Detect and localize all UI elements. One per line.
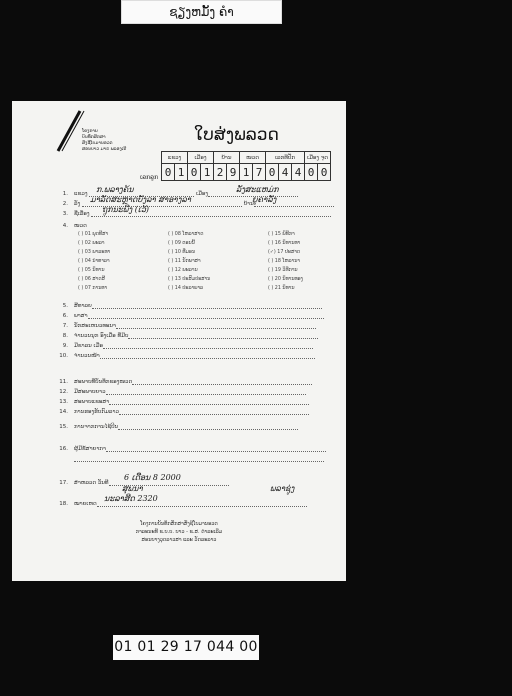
field-row-7: 7. ນັກສະເຫນວທະນາ: [54, 322, 316, 329]
field-row-12: 12. ມີສະພາບຍາວ: [54, 388, 306, 395]
option-item: ( ) 21 ນິທານ: [268, 286, 295, 291]
footer-line: ສອນບາງວຸດລາວສາ ແລະ ວັດລະລາວ: [141, 537, 217, 543]
option-item: ( ) 12 ພະລານ: [168, 268, 198, 273]
field-value: ລັງສະແຫມ່ກ: [236, 185, 279, 194]
option-item: ( ) 13 ປະສົມປະສານ: [168, 277, 211, 282]
field-row-9: 9. ມີຂາລນ ເມື່ອ: [54, 342, 313, 349]
option-item: ( ) 05 ນິທານ: [78, 268, 105, 273]
code-table: [161, 151, 331, 181]
field-value: ຍູຄາລັງ: [252, 195, 277, 204]
field-row-5: 5. ສີທາລຍ: [54, 302, 322, 309]
option-item: ( ) 20 ນິທານທອງ: [268, 277, 303, 282]
field-row-4: 4. ໜວດ: [62, 223, 87, 229]
code-header: ເລກທີປັກ: [266, 152, 305, 164]
code-digit: 1: [240, 164, 253, 181]
code-digit: 7: [253, 164, 266, 181]
code-digit: 9: [227, 164, 240, 181]
code-header: ເມືອງ ຈຸດ: [305, 152, 331, 164]
code-digit: 2: [214, 164, 227, 181]
field-row-1: 1. ແຂວງ ເມືອງ: [54, 190, 298, 197]
code-digit: 1: [175, 164, 188, 181]
option-item: ( ) 02 ພະລາ: [78, 241, 105, 246]
option-item: ( ) 18 ໂຫລານາ: [268, 259, 301, 264]
field-row-14: 14. ການຮອງຮັບກົມລາວ: [54, 408, 309, 415]
option-item: ( ) 04 ນຳທາລາ: [78, 259, 110, 264]
field-row-3: 3. ຊື່ເລື່ອງ: [54, 210, 331, 217]
option-item: ( ) 06 ສາດສີ: [78, 277, 105, 282]
code-digit: 0: [305, 164, 318, 181]
code-digit: 0: [162, 164, 175, 181]
option-item: ( ) 01 ພຸດທີສາ: [78, 232, 109, 237]
footer-line: ກາລະນະທີ ຂ.ບ.ບ. ບາວ - ຂ.ສ. ດຳລະເລີມ: [135, 529, 223, 535]
option-item: ( ) 07 ການທາ: [78, 286, 108, 291]
code-digit: 0: [188, 164, 201, 181]
option-item: ( ) 10 ທີ່ມອນ: [168, 250, 196, 255]
footer-line: ໂຄງການບັນທຶກສັກສາສັງຊີໂບມານອວດ: [140, 521, 218, 527]
checker-signature: ພລາຊູ່ງ: [270, 484, 295, 493]
field-row-15: 15. ການຈາກການໄຊ້ປິນ: [54, 423, 298, 430]
field-row-17: 17. ສຳຫລວດ ວັນທີ: [54, 479, 229, 486]
field-value: 6 ເດືອນ 8 2000: [124, 473, 181, 482]
field-row-18: 18. ໝາຍເຫດ: [54, 500, 307, 507]
option-item: ( ) 11 ນັກພາສາ: [168, 259, 201, 264]
code-label: ເລກລູກ: [140, 174, 159, 181]
field-row-10: 10. ຈຳນວນໜ້າ: [54, 352, 315, 359]
option-item: ( ) 03 ພາລະທາ: [78, 250, 111, 255]
field-row-13: 13. ສະພາບແຂະສາ: [54, 398, 309, 405]
code-header: ບ້ານ: [214, 152, 240, 164]
option-item: ( ) 09 ຕອນນີ້: [168, 241, 195, 246]
field-row-11: 11. ສະພາບທີ່ບັນທຶກຂອງໜວດ: [54, 378, 312, 385]
option-item: ( ) 14 ປະລາພາລ: [168, 286, 204, 291]
code-digit: 4: [279, 164, 292, 181]
code-digit: 0: [266, 164, 279, 181]
form-title: ໃບສ່ງພລວດ: [194, 125, 279, 145]
footer-label: 01 01 29 17 044 00: [113, 635, 259, 660]
option-item: ( ) 15 ພິທີກາ: [268, 232, 295, 237]
field-value: ກ.ພລາງຄ້ນ: [96, 185, 134, 194]
field-row-16b: [74, 455, 324, 462]
org-name: ໂຄງການ ບັນທຶກສັກສາ ສັງຊີໂບມານອວດ ສອນບາວ ມາຣ ພລອງເນີ: [82, 129, 127, 152]
field-row-8: 8. ຈຳນວນນຸກ ອົງເມື່ອ ທີ່ມີບ: [54, 332, 318, 339]
field-value: ມາລັດສະຫຼາດບັງລາ ສາອາງລາ: [90, 195, 191, 204]
field-row-2: 2. ລັງ ບ້ານ: [54, 200, 334, 207]
option-item: ( ) 19 ວິທີການ: [268, 268, 298, 273]
option-item: ( ) 16 ນິທານທາ: [268, 241, 301, 246]
code-header: ແຂວງ: [162, 152, 188, 164]
survey-form-sheet: [12, 101, 346, 581]
code-digit: 1: [201, 164, 214, 181]
code-header: ໜວດ: [240, 152, 266, 164]
option-item: ( ) 08 ໂຫລາສາດ: [168, 232, 204, 237]
code-digit: 4: [292, 164, 305, 181]
field-value: ຖູກນະພິງ (ເວ້): [102, 205, 150, 214]
field-row-6: 6. ພາສາ: [54, 312, 324, 319]
code-header: ເມືອງ: [188, 152, 214, 164]
header-label: ຊຽງຫມັ້ງ ຄຳ: [121, 0, 282, 24]
option-item: (✓) 17 ປະສາດ: [268, 250, 301, 255]
code-digit: 0: [318, 164, 331, 181]
field-value: ນະລາສີດ 2320: [104, 494, 158, 503]
field-row-16: 16. ຜູ້ມີຂໍ້ສາຍາກາ: [54, 445, 326, 452]
surveyor-signature: ສຸພນາ: [122, 484, 143, 493]
